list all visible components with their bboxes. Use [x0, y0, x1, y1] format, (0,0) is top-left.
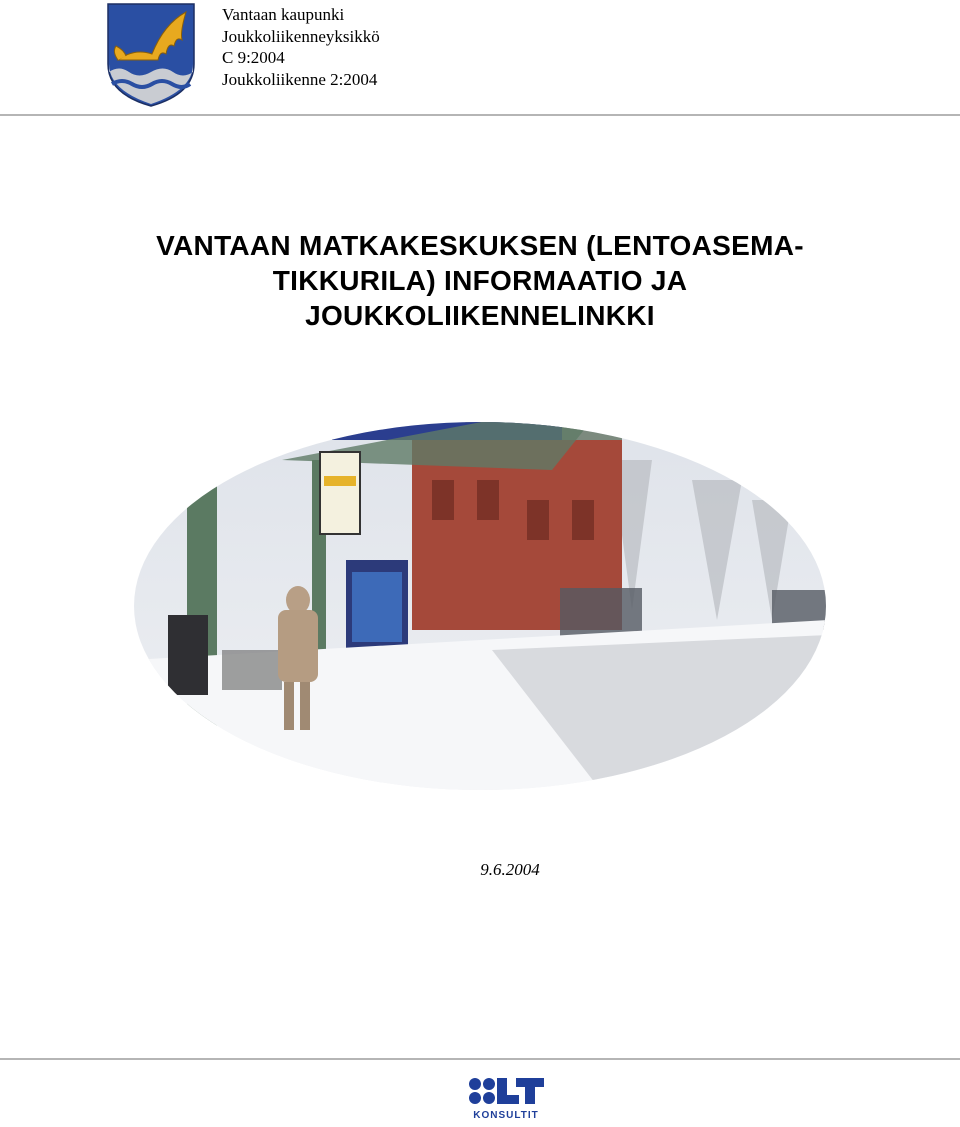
title-line-1: VANTAAN MATKAKESKUKSEN (LENTOASEMA-: [156, 230, 804, 261]
document-title: [80, 228, 880, 333]
logo-subtitle: KONSULTIT: [473, 1110, 539, 1121]
header-department: Joukkoliikenneyksikkö: [222, 26, 380, 46]
header-divider: [0, 114, 960, 116]
coat-of-arms-icon: [104, 2, 198, 108]
title-line-3: JOUKKOLIIKENNELINKKI: [305, 300, 655, 331]
header-series-c: C 9:2004: [222, 48, 285, 67]
winter-station-photo-icon: [132, 420, 828, 792]
header-series-joukkoliikenne: Joukkoliikenne 2:2004: [222, 69, 378, 89]
title-line-2: TIKKURILA) INFORMAATIO JA: [272, 265, 688, 296]
document-date: 9.6.2004: [480, 860, 540, 879]
document-header: [222, 4, 380, 90]
header-organization: Vantaan kaupunki: [222, 5, 345, 24]
footer-divider: [0, 1058, 960, 1060]
